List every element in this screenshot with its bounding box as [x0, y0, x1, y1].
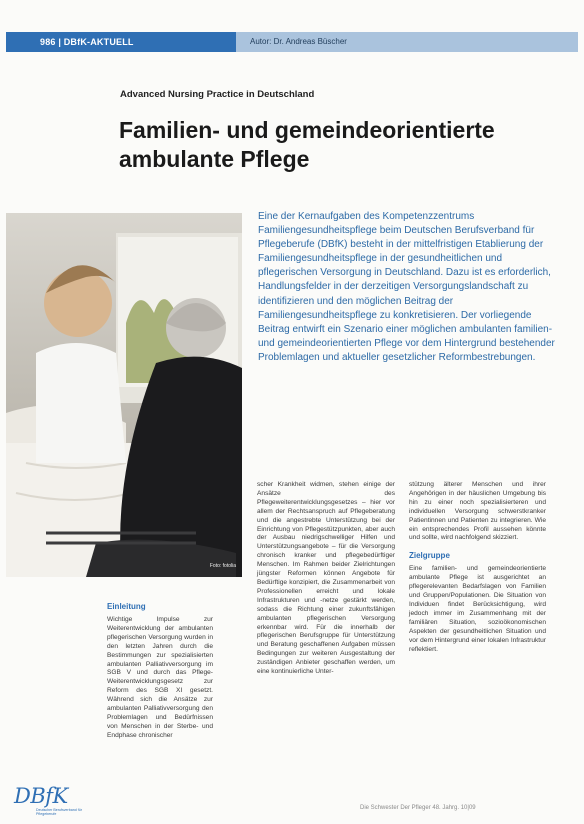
photo-credit: Foto: fotolia: [209, 563, 236, 569]
lead-paragraph: Eine der Kernaufgaben des Kompetenzzentrums Familiengesundheitspflege beim Deutschen Berufsverband für Pflegeberufe (DBfK) besteht in der mittelfristigen Etablierung der Familiengesundheitspflege in der gesundheitlichen und pflegerischen Versorgung in Deutschland. Dazu ist es erforderlich, Handlungsfelder in der derzeitigen Versorgungslandschaft zu identifizieren und den möglichen Beitrag der Familiengesundheitspflege zu konkretisieren. Der vorliegende Beitrag entwirft ein Szenario einer möglichen ambulanten familien- und gemeindeorientierten Pflege vor dem Hintergrund bestehender Problemlagen und aktueller gesetzlicher Reformbestrebungen.: [258, 211, 555, 363]
article-photo: [6, 213, 242, 577]
journal-info: Die Schwester Der Pfleger 48. Jahrg. 10|09: [360, 805, 476, 811]
photo-illustration: [6, 213, 242, 577]
column-2: [257, 481, 395, 677]
dbfk-logo: [14, 784, 94, 818]
logo-mark: DBfK: [14, 784, 68, 808]
column-1: [107, 602, 213, 741]
body-paragraph: scher Krankheit widmen, stehen einige der Ansätze des Pflegeweiterentwicklungsgesetzes – hier vor allem der Rechtsanspruch auf Pflegeberatung und die angestrebte Unterstützung bei der Einrichtung von Pflegestützpunkten, aber auch der Ausbau niedrigschwelliger Hilfen und Unterstützungsangebote – für die Versorgung chronisch kranker und pflegebedürftiger Menschen. Im Rahmen beider Zielrichtungen jüngster Reformen können Angebote für Bedürftige konzipiert, die Zusammenarbeit von Professionellen erreicht und lokale Infrastrukturen und -netze gestärkt werden, sodass die Richtung einer zukunftsfähigen ambulanten pflegerischen Versorgung erkennbar wird. Für die innerhalb der pflegerischen Berufsgruppe für Unterstützung und Beratung geschaffenen Aufgaben müssen Bedingungen zur weiteren Ausgestaltung der zuständigen Anbieter geschaffen werden, um eine kontinuierliche Unter-: [257, 481, 395, 676]
article-kicker: Advanced Nursing Practice in Deutschland: [120, 89, 315, 100]
column-3: [409, 481, 546, 654]
logo-subtitle: Deutscher Berufsverband für Pflegeberufe: [36, 808, 82, 817]
body-paragraph: Eine familien- und gemeindeorientierte ambulante Pflege ist ausgerichtet an pflegerelevanten Bedarfslagen von Familien und Gruppen/Populationen. Die Situation von Individuen findet Berücksichtigung, wird jedoch immer im Zusammenhang mit der familiären Situation, sozioökonomischen Aspekten der gesundheitlichen Situation und vor dem Hintergrund einer lokalen Infrastruktur reflektiert.: [409, 565, 546, 653]
section-heading-einleitung: Einleitung: [107, 602, 146, 611]
article-lead: [258, 210, 558, 365]
body-paragraph: Wichtige Impulse zur Weiterentwicklung der ambulanten pflegerischen Versorgung wurden in den letzten Jahren durch die Bestimmungen zur spezialisierten ambulanten Palliativversorgung im SGB V und durch das Pflege-Weiterentwicklungsgesetz zur Reform des SGB XI gesetzt. Während sich die Ansätze zur ambulanten Palliativversorgung den Problemlagen und Bedürfnissen von Menschen in der Sterbe- und Endphase chronischer: [107, 616, 213, 739]
article-title: Familien- und gemeindeorientierte ambulante Pflege: [119, 117, 495, 172]
author-line: Autor: Dr. Andreas Büscher: [236, 32, 578, 52]
section-heading-zielgruppe: Zielgruppe: [409, 551, 450, 561]
page-header: [6, 32, 578, 52]
body-paragraph: stützung älterer Menschen und ihrer Angehörigen in der häuslichen Umgebung bis hin zu einer noch spezialisierteren und individuellen Versorgung schwerstkranker Patientinnen und Patienten zu integrieren. Wie ein entsprechendes Profil aussehen könnte und sollte, wird nachfolgend skizziert.: [409, 481, 546, 542]
section-label: 986 | DBfK-AKTUELL: [6, 32, 236, 52]
